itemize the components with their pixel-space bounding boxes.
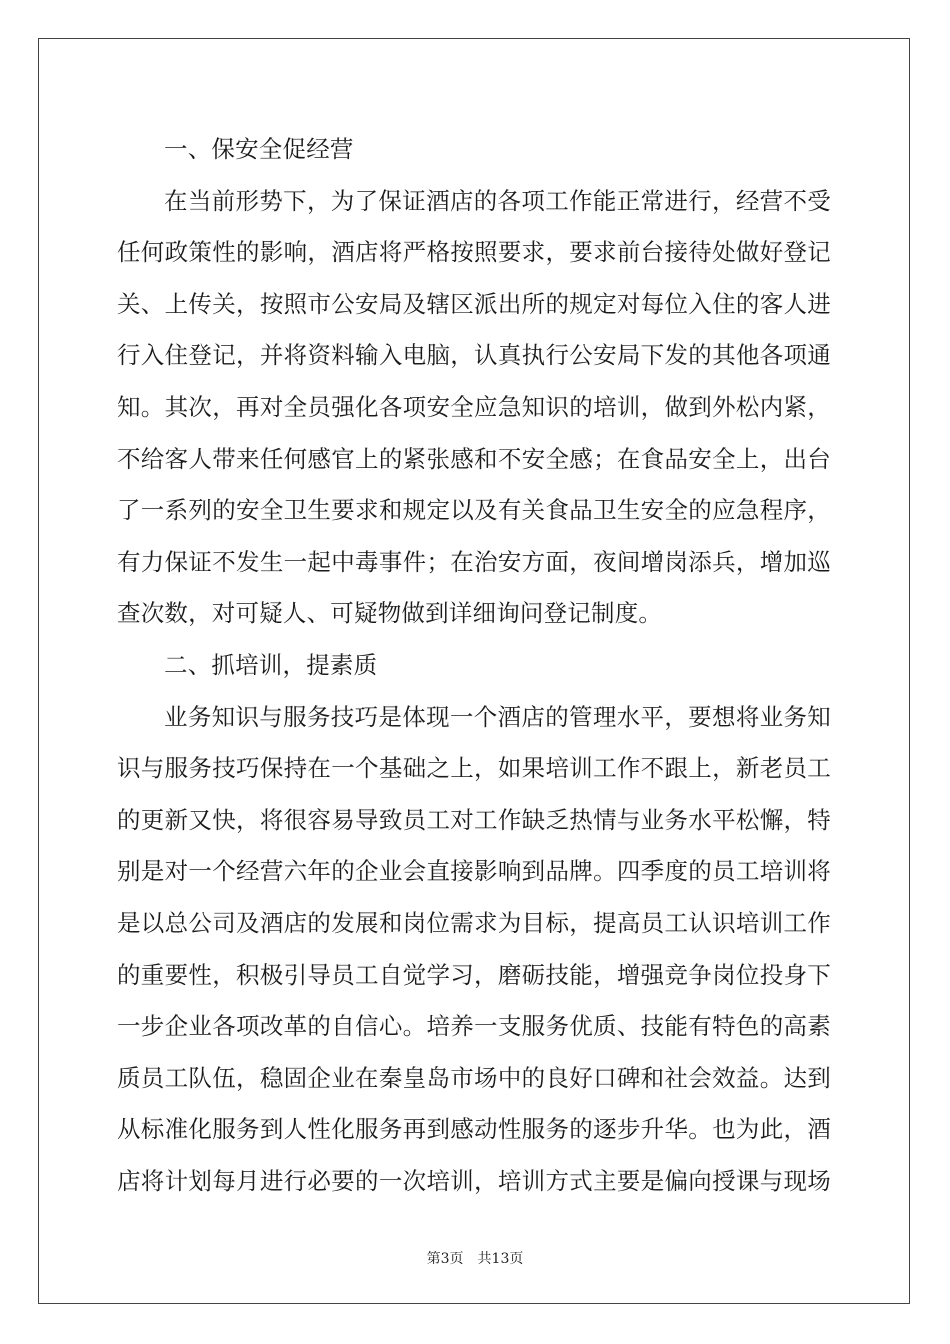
page-total: 共13页 <box>477 1251 524 1267</box>
paragraph-line: 店将计划每月进行必要的一次培训，培训方式主要是偏向授课与现场 <box>117 1166 831 1195</box>
paragraph-line: 别是对一个经营六年的企业会直接影响到品牌。四季度的员工培训将 <box>117 857 831 886</box>
paragraph-line: 的重要性，积极引导员工自觉学习，磨砺技能，增强竞争岗位投身下 <box>117 960 831 989</box>
paragraph-line: 了一系列的安全卫生要求和规定以及有关食品卫生安全的应急程序， <box>117 496 831 525</box>
paragraph-line: 的更新又快，将很容易导致员工对工作缺乏热情与业务水平松懈，特 <box>117 805 831 834</box>
paragraph-line: 查次数，对可疑人、可疑物做到详细询问登记制度。 <box>117 599 663 628</box>
page-number: 第3页 <box>426 1251 464 1267</box>
paragraph-line: 质员工队伍，稳固企业在秦皇岛市场中的良好口碑和社会效益。达到 <box>117 1063 831 1092</box>
paragraph-line: 是以总公司及酒店的发展和岗位需求为目标，提高员工认识培训工作 <box>117 908 831 937</box>
paragraph-line: 关、上传关，按照市公安局及辖区派出所的规定对每位入住的客人进 <box>117 289 831 318</box>
section-heading: 二、抓培训，提素质 <box>164 650 378 679</box>
page-footer <box>0 1248 950 1268</box>
paragraph-line: 识与服务技巧保持在一个基础之上，如果培训工作不跟上，新老员工 <box>117 754 831 783</box>
section-heading: 一、保安全促经营 <box>164 135 354 163</box>
paragraph-line: 一步企业各项改革的自信心。培养一支服务优质、技能有特色的高素 <box>117 1012 831 1041</box>
paragraph-line: 不给客人带来任何感官上的紧张感和不安全感；在食品安全上，出台 <box>117 444 831 473</box>
paragraph-line: 有力保证不发生一起中毒事件；在治安方面，夜间增岗添兵，增加巡 <box>117 547 831 576</box>
paragraph-line: 知。其次，再对全员强化各项安全应急知识的培训，做到外松内紧， <box>117 392 831 421</box>
paragraph-line: 行入住登记，并将资料输入电脑，认真执行公安局下发的其他各项通 <box>117 341 831 370</box>
paragraph-line: 从标准化服务到人性化服务再到感动性服务的逐步升华。也为此，酒 <box>117 1115 831 1144</box>
paragraph-line: 任何政策性的影响，酒店将严格按照要求，要求前台接待处做好登记 <box>117 238 831 267</box>
document-body <box>117 124 831 1207</box>
paragraph-line: 业务知识与服务技巧是体现一个酒店的管理水平，要想将业务知 <box>164 702 831 731</box>
paragraph-line: 在当前形势下，为了保证酒店的各项工作能正常进行，经营不受 <box>164 186 831 215</box>
